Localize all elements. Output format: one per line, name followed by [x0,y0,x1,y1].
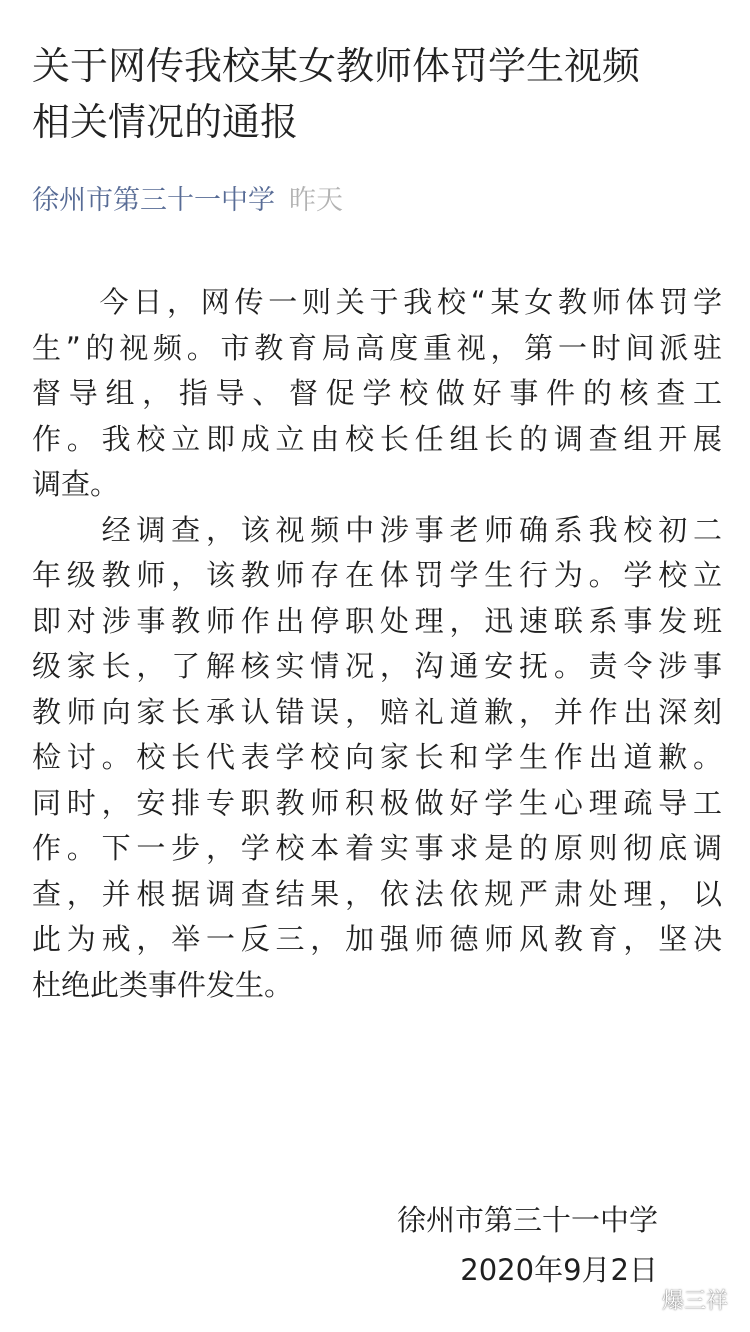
body-line: 即对涉事教师作出停职处理，迅速联系事发班 [32,603,722,638]
article-meta [32,181,343,221]
body-line: 同时，安排专职教师积极做好学生心理疏导工 [32,785,722,820]
body-line: 杜绝此类事件发生。 [32,967,294,1002]
watermark-text: 爆三祥 [661,1289,728,1314]
signature-block [397,1195,658,1295]
article-title [32,38,722,150]
account-name-link[interactable]: 徐州市第三十一中学 [32,185,275,216]
body-line: 此为戒，举一反三，加强师德师风教育，坚决 [32,922,722,956]
wechat-icon [626,1288,656,1312]
signature-organization: 徐州市第三十一中学 [396,1203,658,1237]
body-line: 检讨。校长代表学校向家长和学生作出道歉。 [32,740,722,774]
body-line: 查，并根据调查结果，依法依规严肃处理，以 [32,876,722,911]
body-line: 作。下一步，学校本着实事求是的原则彻底调 [32,831,722,865]
body-line: 教师向家长承认错误，赔礼道歉，并作出深刻 [32,694,722,729]
body-line: 生”的视频。市教育局高度重视，第一时间派驻 [32,330,722,365]
article-body [32,280,722,1008]
watermark [626,1284,728,1315]
body-line: 督导组，指导、督促学校做好事件的核查工 [32,376,722,410]
publish-time: 昨天 [289,185,343,216]
body-line: 级家长，了解核实情况，沟通安抚。责令涉事 [32,649,722,683]
body-line: 经调查，该视频中涉事老师确系我校初二 [32,512,722,547]
body-line: 年级教师，该教师存在体罚学生行为。学校立 [32,558,722,592]
body-line: 作。我校立即成立由校长任组长的调查组开展 [32,421,722,456]
body-line: 今日，网传一则关于我校“某女教师体罚学 [32,285,722,319]
article-title-line: 相关情况的通报 [32,100,299,144]
signature-date: 2020年9月2日 [460,1253,658,1287]
article-title-line: 关于网传我校某女教师体罚学生视频 [32,44,641,88]
body-line: 调查。 [32,467,120,501]
